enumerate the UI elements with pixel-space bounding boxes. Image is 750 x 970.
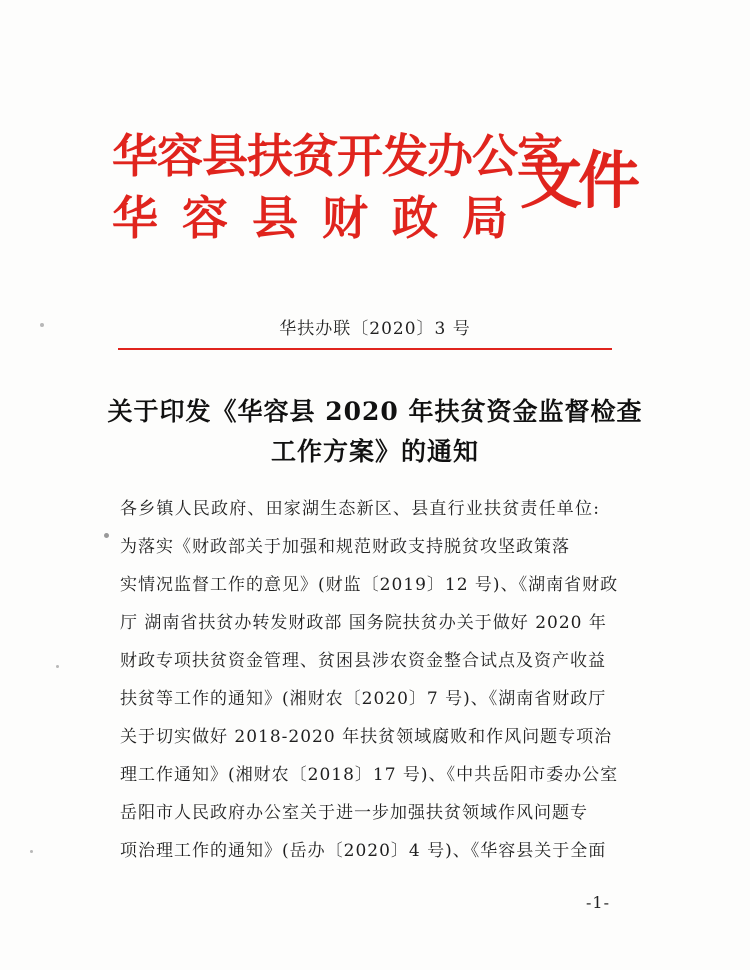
page-number: -1- [586,893,610,912]
body-line: 理工作通知》(湘财农〔2018〕17 号)、《中共岳阳市委办公室 [120,765,619,785]
scan-speck [30,850,33,853]
document-title-line-1: 关于印发《华容县 2020 年扶贫资金监督检查 [107,397,643,426]
scan-speck [104,533,109,538]
document-title-line-2: 工作方案》的通知 [270,437,479,466]
issuer-name-line-2: 华容县财政局 [112,191,532,245]
document-number: 华扶办联〔2020〕3 号 [279,319,471,339]
body-line: 财政专项扶贫资金管理、贫困县涉农资金整合试点及资产收益 [120,651,606,671]
document-label: 文件 [520,144,637,217]
scan-speck [56,665,59,668]
body-line: 岳阳市人民政府办公室关于进一步加强扶贫领域作风问题专 [120,803,588,823]
body-line: 扶贫等工作的通知》(湘财农〔2020〕7 号)、《湖南省财政厅 [120,689,607,709]
salutation: 各乡镇人民政府、田家湖生态新区、县直行业扶贫责任单位: [120,499,601,519]
body-line: 关于切实做好 2018-2020 年扶贫领域腐败和作风问题专项治 [120,727,613,747]
issuer-name-line-1: 华容县扶贫开发办公室 [112,129,562,183]
body-line: 厅 湖南省扶贫办转发财政部 国务院扶贫办关于做好 2020 年 [120,613,607,633]
red-separator-line [118,348,612,350]
body-line: 实情况监督工作的意见》(财监〔2019〕12 号)、《湖南省财政 [120,575,619,595]
body-line: 为落实《财政部关于加强和规范财政支持脱贫攻坚政策落 [120,537,570,557]
scan-speck [40,323,44,327]
body-line: 项治理工作的通知》(岳办〔2020〕4 号)、《华容县关于全面 [120,841,607,861]
